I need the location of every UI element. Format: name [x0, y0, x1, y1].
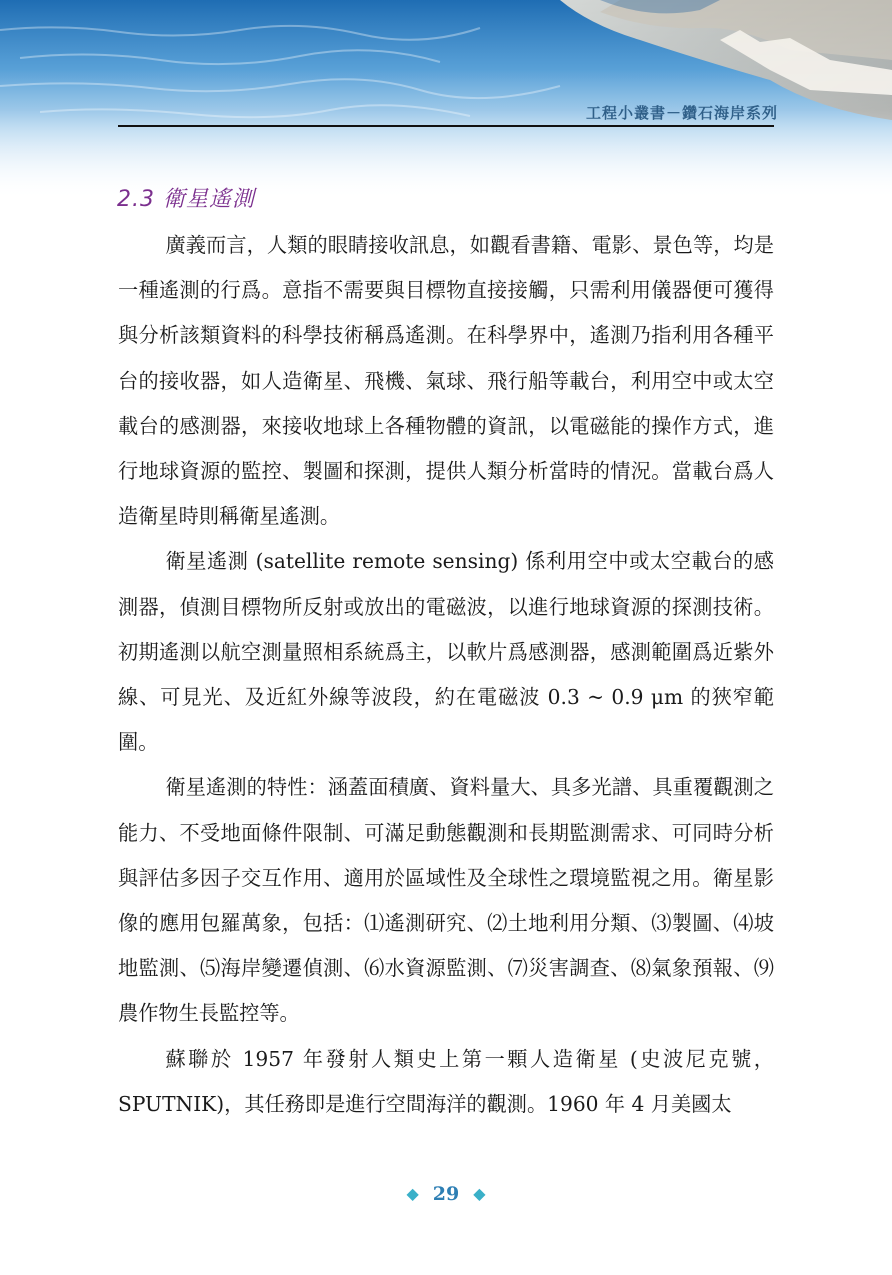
page-footer: [0, 1183, 892, 1205]
paragraph-2: 衛星遙測 (satellite remote sensing) 係利用空中或太空載台的感測器，偵測目標物所反射或放出的電磁波，以進行地球資源的探測技術。初期遙測以航空測量照相系統爲主，以軟片爲感測器，感測範圍爲近紫外線、可見光、及近紅外線等波段，約在電磁波 0.3 ~ 0.9 μm 的狹窄範圍。: [118, 549, 774, 755]
section-heading: 2.3 衛星遙測: [117, 187, 255, 212]
diamond-icon: ◆: [473, 1184, 486, 1203]
page-number: 29: [432, 1183, 460, 1205]
paragraph-3: 衛星遙測的特性：涵蓋面積廣、資料量大、具多光譜、具重覆觀測之能力、不受地面條件限制、可滿足動態觀測和長期監測需求、可同時分析與評估多因子交互作用、適用於區域性及全球性之環境監視之用。衛星影像的應用包羅萬象，包括：⑴遙測研究、⑵土地利用分類、⑶製圖、⑷坡地監測、⑸海岸變遷偵測、⑹水資源監測、⑺災害調查、⑻氣象預報、⑼農作物生長監控等。: [118, 775, 774, 1026]
header-banner-image: [0, 0, 892, 200]
header-divider: [118, 125, 774, 127]
paragraph-4: 蘇聯於 1957 年發射人類史上第一顆人造衛星 (史波尼克號，SPUTNIK)，其任務即是進行空間海洋的觀測。1960 年 4 月美國太: [118, 1046, 774, 1116]
diamond-icon: ◆: [406, 1184, 419, 1203]
body-text: [118, 223, 774, 1127]
paragraph-1: 廣義而言，人類的眼睛接收訊息，如觀看書籍、電影、景色等，均是一種遙測的行爲。意指不需要與目標物直接接觸，只需利用儀器便可獲得與分析該類資料的科學技術稱爲遙測。在科學界中，遙測乃指利用各種平台的接收器，如人造衛星、飛機、氣球、飛行船等載台，利用空中或太空載台的感測器，來接收地球上各種物體的資訊，以電磁能的操作方式，進行地球資源的監控、製圖和探測，提供人類分析當時的情況。當載台爲人造衛星時則稱衛星遙測。: [118, 233, 774, 529]
series-title: 工程小叢書－鑽石海岸系列: [585, 104, 778, 122]
